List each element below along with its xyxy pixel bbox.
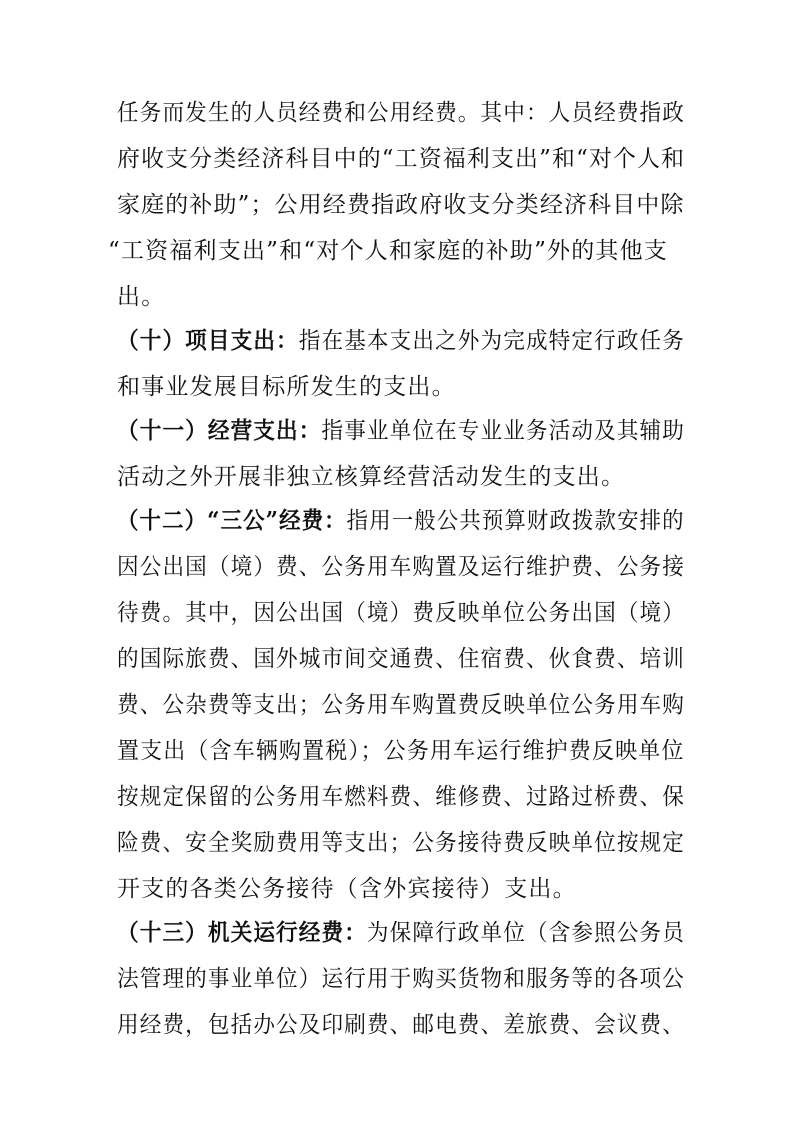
- paragraph-4-line-7: 按规定保留的公务用车燃料费、维修费、过路过桥费、保: [117, 784, 685, 810]
- paragraph-4-first-text: 指用一般公共预算财政拨款安排的: [346, 508, 685, 534]
- paragraph-3-heading: （十一）经营支出：: [117, 417, 322, 444]
- paragraph-2-heading: （十）项目支出：: [117, 327, 299, 354]
- paragraph-4-line-1: [117, 506, 685, 536]
- paragraph-1-line-3: 家庭的补助”；公用经费指政府收支分类经济科目中除: [117, 192, 685, 218]
- paragraph-3-first-text: 指事业单位在专业业务活动及其辅助: [321, 418, 685, 444]
- paragraph-5-heading: （十三）机关运行经费：: [117, 919, 367, 946]
- paragraph-4-line-8: 险费、安全奖励费用等支出；公务接待费反映单位按规定: [117, 830, 685, 856]
- paragraph-4-line-5: 费、公杂费等支出；公务用车购置费反映单位公务用车购: [117, 692, 685, 718]
- paragraph-4-line-2: 因公出国（境）费、公务用车购置及运行维护费、公务接: [117, 554, 685, 580]
- paragraph-4-line-4: 的国际旅费、国外城市间交通费、住宿费、伙食费、培训: [117, 646, 685, 672]
- paragraph-4-heading: （十二）“三公”经费：: [117, 507, 347, 534]
- paragraph-2-line-1: [117, 326, 685, 356]
- paragraph-5-first-text: 为保障行政单位（含参照公务员: [366, 920, 685, 946]
- paragraph-3-line-1: [117, 416, 685, 446]
- paragraph-4-line-9: 开支的各类公务接待（含外宾接待）支出。: [117, 876, 577, 902]
- paragraph-5-line-1: [117, 918, 685, 948]
- paragraph-1-line-1: 任务而发生的人员经费和公用经费。其中：人员经费指政: [117, 100, 685, 126]
- paragraph-5-line-3: 用经费，包括办公及印刷费、邮电费、差旅费、会议费、: [117, 1012, 685, 1038]
- paragraph-4-line-6: 置支出（含车辆购置税）；公务用车运行维护费反映单位: [117, 738, 685, 764]
- paragraph-5-line-2: 法管理的事业单位）运行用于购买货物和服务等的各项公: [117, 966, 685, 992]
- paragraph-4-line-3: 待费。其中，因公出国（境）费反映单位公务出国（境）: [117, 600, 685, 626]
- paragraph-2-line-2: 和事业发展目标所发生的支出。: [117, 374, 456, 400]
- paragraph-3-line-2: 活动之外开展非独立核算经营活动发生的支出。: [117, 464, 626, 490]
- paragraph-1-line-4: “工资福利支出”和“对个人和家庭的补助”外的其他支: [108, 238, 669, 264]
- paragraph-1-line-5: 出。: [117, 284, 166, 310]
- paragraph-1-line-2: 府收支分类经济科目中的“工资福利支出”和“对个人和: [117, 146, 686, 172]
- paragraph-2-first-text: 指在基本支出之外为完成特定行政任务: [298, 328, 685, 354]
